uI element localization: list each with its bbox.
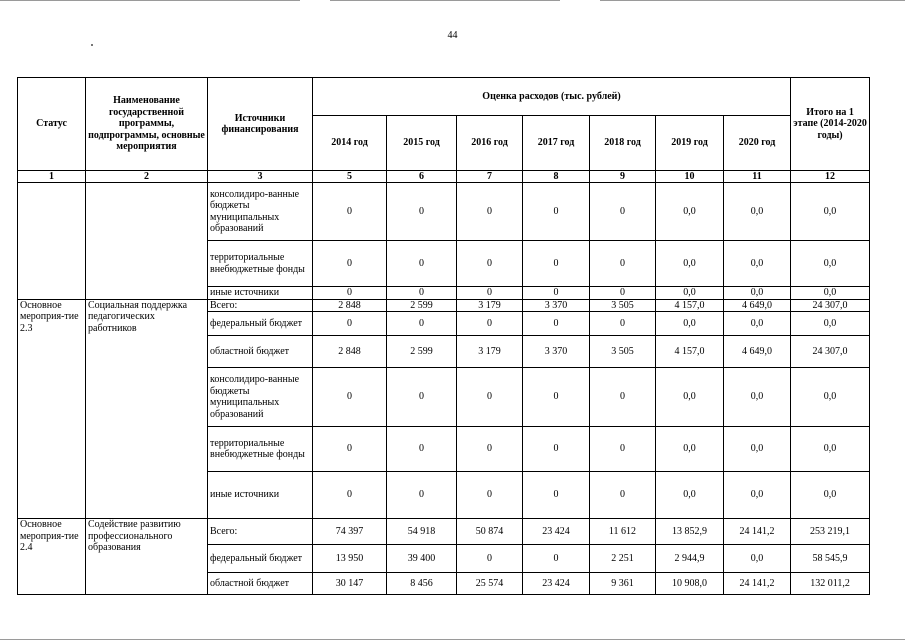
year-value-cell: 0 xyxy=(387,427,457,472)
year-value-cell: 13 950 xyxy=(313,545,387,573)
year-value-cell: 0,0 xyxy=(656,312,724,336)
funding-source-cell: областной бюджет xyxy=(208,573,313,595)
total-cell: 132 011,2 xyxy=(791,573,870,595)
year-value-cell: 0 xyxy=(457,545,523,573)
column-number: 12 xyxy=(791,171,870,183)
year-value-cell: 0 xyxy=(590,427,656,472)
year-value-cell: 3 505 xyxy=(590,336,656,368)
header-year: 2014 год xyxy=(313,116,387,171)
total-cell: 0,0 xyxy=(791,287,870,300)
header-estimate: Оценка расходов (тыс. рублей) xyxy=(313,78,791,116)
year-value-cell: 0,0 xyxy=(724,545,791,573)
funding-source-cell: территориальные внебюджетные фонды xyxy=(208,427,313,472)
column-number: 5 xyxy=(313,171,387,183)
status-cell xyxy=(18,183,86,300)
total-cell: 24 307,0 xyxy=(791,299,870,312)
status-cell: Основное мероприя-тие 2.3 xyxy=(18,299,86,519)
year-value-cell: 4 649,0 xyxy=(724,336,791,368)
funding-source-cell: иные источники xyxy=(208,287,313,300)
year-value-cell: 0 xyxy=(457,287,523,300)
year-value-cell: 50 874 xyxy=(457,519,523,545)
funding-source-cell: Всего: xyxy=(208,519,313,545)
status-cell: Основное мероприя-тие 2.4 xyxy=(18,519,86,595)
year-value-cell: 0 xyxy=(523,183,590,241)
year-value-cell: 0,0 xyxy=(656,183,724,241)
year-value-cell: 25 574 xyxy=(457,573,523,595)
year-value-cell: 0,0 xyxy=(656,241,724,287)
column-number: 11 xyxy=(724,171,791,183)
year-value-cell: 0 xyxy=(523,368,590,427)
column-number: 9 xyxy=(590,171,656,183)
funding-source-cell: консолидиро-ванные бюджеты муниципальных образований xyxy=(208,368,313,427)
funding-source-cell: Всего: xyxy=(208,299,313,312)
funding-source-cell: федеральный бюджет xyxy=(208,312,313,336)
year-value-cell: 4 157,0 xyxy=(656,299,724,312)
column-number: 10 xyxy=(656,171,724,183)
total-cell: 0,0 xyxy=(791,241,870,287)
year-value-cell: 0 xyxy=(457,427,523,472)
total-cell: 58 545,9 xyxy=(791,545,870,573)
header-year: 2016 год xyxy=(457,116,523,171)
year-value-cell: 0 xyxy=(590,368,656,427)
year-value-cell: 0 xyxy=(590,241,656,287)
year-value-cell: 0 xyxy=(523,472,590,519)
year-value-cell: 24 141,2 xyxy=(724,519,791,545)
year-value-cell: 3 179 xyxy=(457,336,523,368)
year-value-cell: 0 xyxy=(313,183,387,241)
total-cell: 0,0 xyxy=(791,183,870,241)
year-value-cell: 0 xyxy=(590,287,656,300)
column-number: 7 xyxy=(457,171,523,183)
column-number: 3 xyxy=(208,171,313,183)
year-value-cell: 13 852,9 xyxy=(656,519,724,545)
year-value-cell: 0 xyxy=(457,312,523,336)
year-value-cell: 0 xyxy=(457,183,523,241)
year-value-cell: 0,0 xyxy=(724,287,791,300)
year-value-cell: 0,0 xyxy=(656,472,724,519)
funding-source-cell: областной бюджет xyxy=(208,336,313,368)
funding-source-cell: иные источники xyxy=(208,472,313,519)
table-body xyxy=(18,183,870,595)
table-row xyxy=(18,299,870,312)
year-value-cell: 0 xyxy=(313,472,387,519)
header-status: Статус xyxy=(18,78,86,171)
year-value-cell: 54 918 xyxy=(387,519,457,545)
header-year: 2018 год xyxy=(590,116,656,171)
year-value-cell: 0,0 xyxy=(656,427,724,472)
scan-edge-line xyxy=(0,0,300,1)
header-name: Наименование государственной программы, подпрограммы, основные мероприятия xyxy=(86,78,208,171)
table-row xyxy=(18,183,870,241)
year-value-cell: 0,0 xyxy=(656,287,724,300)
year-value-cell: 0 xyxy=(590,312,656,336)
year-value-cell: 23 424 xyxy=(523,573,590,595)
year-value-cell: 0,0 xyxy=(724,183,791,241)
header-year: 2015 год xyxy=(387,116,457,171)
year-value-cell: 0,0 xyxy=(724,241,791,287)
program-name-cell: Социальная поддержка педагогических работников xyxy=(86,299,208,519)
year-value-cell: 3 179 xyxy=(457,299,523,312)
column-number: 6 xyxy=(387,171,457,183)
total-cell: 253 219,1 xyxy=(791,519,870,545)
year-value-cell: 0 xyxy=(313,241,387,287)
year-value-cell: 24 141,2 xyxy=(724,573,791,595)
year-value-cell: 0 xyxy=(387,368,457,427)
year-value-cell: 0 xyxy=(387,472,457,519)
header-sources: Источники финансирования xyxy=(208,78,313,171)
year-value-cell: 0 xyxy=(313,427,387,472)
scan-edge-line xyxy=(600,0,905,1)
year-value-cell: 2 599 xyxy=(387,336,457,368)
year-value-cell: 0 xyxy=(457,241,523,287)
year-value-cell: 0 xyxy=(387,312,457,336)
year-value-cell: 2 848 xyxy=(313,299,387,312)
budget-table xyxy=(17,77,870,595)
header-year: 2020 год xyxy=(724,116,791,171)
year-value-cell: 0 xyxy=(523,427,590,472)
header-total: Итого на 1 этапе (2014-2020 годы) xyxy=(791,78,870,171)
year-value-cell: 0 xyxy=(523,545,590,573)
year-value-cell: 3 505 xyxy=(590,299,656,312)
year-value-cell: 0 xyxy=(523,241,590,287)
year-value-cell: 0 xyxy=(387,241,457,287)
year-value-cell: 0 xyxy=(313,368,387,427)
year-value-cell: 0 xyxy=(387,183,457,241)
year-value-cell: 4 157,0 xyxy=(656,336,724,368)
year-value-cell: 0 xyxy=(590,472,656,519)
funding-source-cell: федеральный бюджет xyxy=(208,545,313,573)
header-year: 2019 год xyxy=(656,116,724,171)
year-value-cell: 0 xyxy=(313,287,387,300)
year-value-cell: 0 xyxy=(457,472,523,519)
year-value-cell: 0,0 xyxy=(724,472,791,519)
column-number: 2 xyxy=(86,171,208,183)
funding-source-cell: территориальные внебюджетные фонды xyxy=(208,241,313,287)
year-value-cell: 2 848 xyxy=(313,336,387,368)
program-name-cell xyxy=(86,183,208,300)
year-value-cell: 9 361 xyxy=(590,573,656,595)
year-value-cell: 0 xyxy=(313,312,387,336)
total-cell: 24 307,0 xyxy=(791,336,870,368)
year-value-cell: 0 xyxy=(523,287,590,300)
scan-edge-line xyxy=(330,0,560,1)
year-value-cell: 3 370 xyxy=(523,336,590,368)
page-number: 44 xyxy=(447,30,458,41)
year-value-cell: 0,0 xyxy=(724,368,791,427)
year-value-cell: 0,0 xyxy=(656,368,724,427)
scan-speck xyxy=(91,44,93,46)
year-value-cell: 39 400 xyxy=(387,545,457,573)
year-value-cell: 30 147 xyxy=(313,573,387,595)
year-value-cell: 0 xyxy=(590,183,656,241)
year-value-cell: 0,0 xyxy=(724,427,791,472)
year-value-cell: 23 424 xyxy=(523,519,590,545)
year-value-cell: 4 649,0 xyxy=(724,299,791,312)
header-year: 2017 год xyxy=(523,116,590,171)
year-value-cell: 2 944,9 xyxy=(656,545,724,573)
year-value-cell: 11 612 xyxy=(590,519,656,545)
total-cell: 0,0 xyxy=(791,472,870,519)
year-value-cell: 0 xyxy=(457,368,523,427)
column-number: 1 xyxy=(18,171,86,183)
total-cell: 0,0 xyxy=(791,427,870,472)
year-value-cell: 0 xyxy=(387,287,457,300)
column-number: 8 xyxy=(523,171,590,183)
program-name-cell: Содействие развитию профессионального образования xyxy=(86,519,208,595)
year-value-cell: 10 908,0 xyxy=(656,573,724,595)
year-value-cell: 3 370 xyxy=(523,299,590,312)
year-value-cell: 0 xyxy=(523,312,590,336)
total-cell: 0,0 xyxy=(791,312,870,336)
year-value-cell: 0,0 xyxy=(724,312,791,336)
table-row xyxy=(18,519,870,545)
year-value-cell: 8 456 xyxy=(387,573,457,595)
year-value-cell: 2 251 xyxy=(590,545,656,573)
year-value-cell: 2 599 xyxy=(387,299,457,312)
funding-source-cell: консолидиро-ванные бюджеты муниципальных образований xyxy=(208,183,313,241)
year-value-cell: 74 397 xyxy=(313,519,387,545)
total-cell: 0,0 xyxy=(791,368,870,427)
